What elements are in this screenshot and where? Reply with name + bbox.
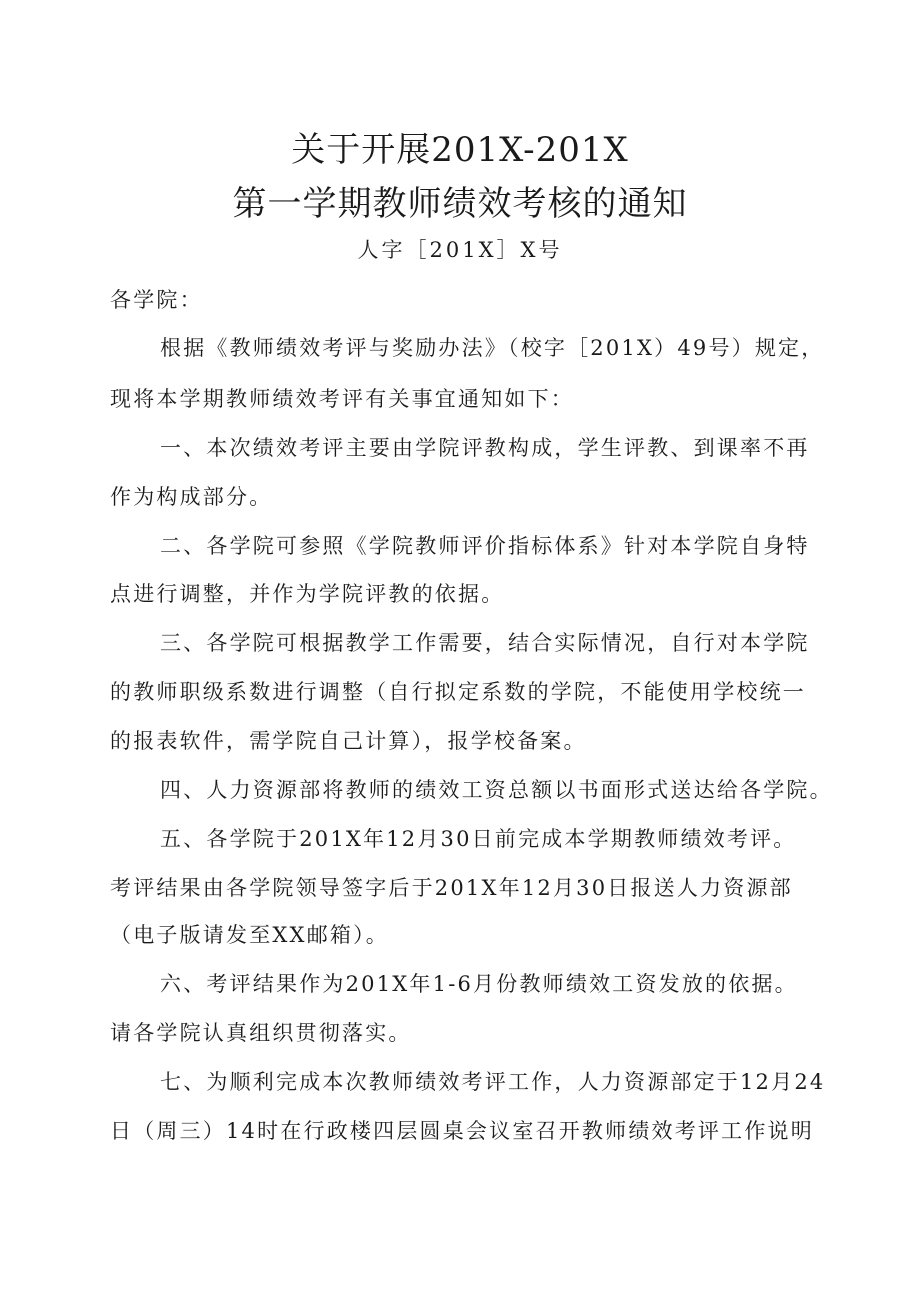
paragraph-line: 考评结果由各学院领导签字后于201X年12月30日报送人力资源部: [110, 876, 793, 900]
paragraph-line: 一、本次绩效考评主要由学院评教构成，学生评教、到课率不再: [160, 436, 810, 460]
paragraph-line: 日（周三）14时在行政楼四层圆桌会议室召开教师绩效考评工作说明: [110, 1119, 814, 1143]
document-number: 人字［201X］X号: [357, 238, 563, 262]
paragraph-line: 七、为顺利完成本次教师绩效考评工作，人力资源部定于12月24: [160, 1070, 826, 1094]
paragraph-line: 作为构成部分。: [110, 485, 273, 509]
document-title-line-1: 关于开展201X-201X: [291, 130, 629, 170]
paragraph-line: 二、各学院可参照《学院教师评价指标体系》针对本学院自身特: [160, 534, 810, 558]
paragraph-line: 现将本学期教师绩效考评有关事宜通知如下：: [110, 387, 574, 411]
paragraph-line: 点进行调整，并作为学院评教的依据。: [110, 582, 505, 606]
document-title-line-2: 第一学期教师绩效考核的通知: [232, 184, 688, 224]
salutation: 各学院：: [110, 288, 203, 312]
paragraph-line: （电子版请发至XX邮箱）。: [110, 923, 389, 947]
paragraph-line: 六、考评结果作为201X年1-6月份教师绩效工资发放的依据。: [160, 972, 798, 996]
paragraph-line: 三、各学院可根据教学工作需要，结合实际情况，自行对本学院: [160, 631, 810, 655]
paragraph-line: 五、各学院于201X年12月30日前完成本学期教师绩效考评。: [160, 827, 797, 851]
paragraph-line: 四、人力资源部将教师的绩效工资总额以书面形式送达给各学院。: [160, 778, 833, 802]
paragraph-line: 的教师职级系数进行调整（自行拟定系数的学院，不能使用学校统一: [110, 680, 806, 704]
paragraph-line: 请各学院认真组织贯彻落实。: [110, 1021, 412, 1045]
paragraph-line: 的报表软件，需学院自己计算），报学校备案。: [110, 729, 587, 753]
paragraph-line: 根据《教师绩效考评与奖励办法》（校字［201X）49号）规定，: [160, 336, 825, 360]
